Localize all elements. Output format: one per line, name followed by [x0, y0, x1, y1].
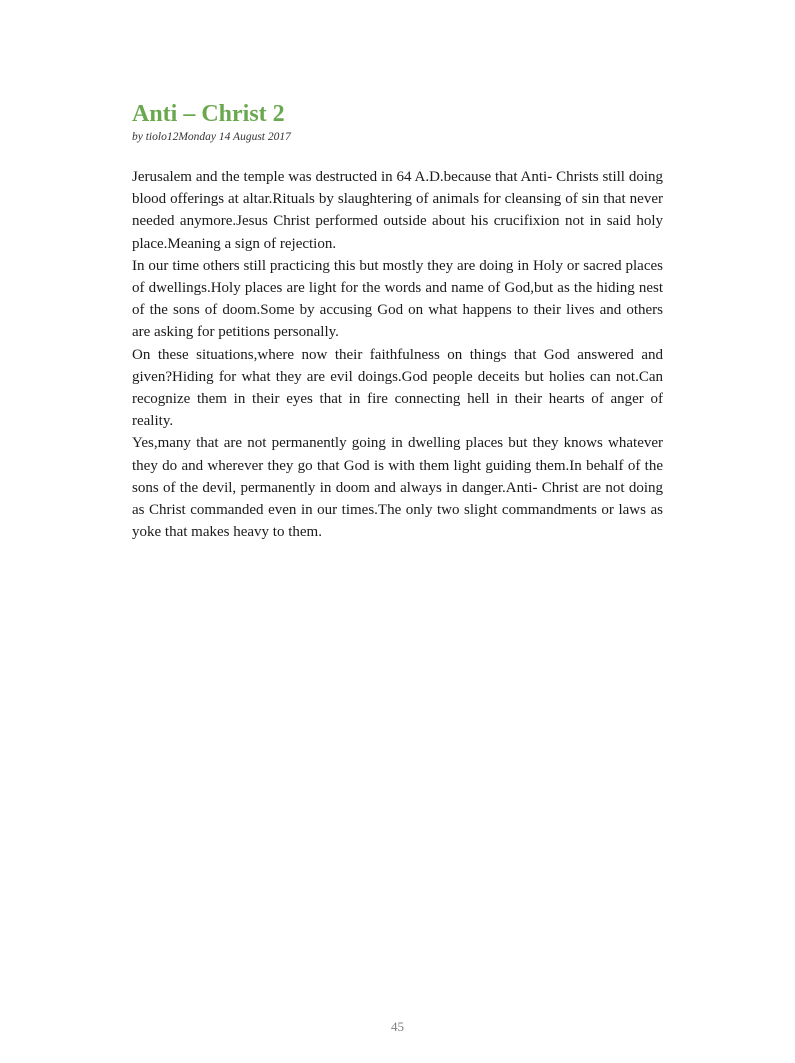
paragraph: Jerusalem and the temple was destructed in 64 A.D.because that Anti- Christs still doing blood offerings at altar.Rituals by slaughtering of animals for cleansing of sin that never needed anymore.Jesus Christ performed outside about his crucifixion not in said holy place.Meaning a sign of rejection. [132, 169, 663, 252]
paragraph: On these situations,where now their faithfulness on things that God answered and given?Hiding for what they are evil doings.God people deceits but holies can not.Can recognize them in their eyes that in fire connecting hell in their hearts of anger of reality. [132, 346, 663, 430]
byline: by tiolo12Monday 14 August 2017 [132, 131, 291, 143]
page-title: Anti – Christ 2 [132, 101, 285, 127]
page-number: 45 [391, 1019, 404, 1034]
paragraph: In our time others still practicing this but mostly they are doing in Holy or sacred places of dwellings.Holy places are light for the words and name of God,but as the hiding nest of the sons of doom.Some by accusing God on what happens to their lives and others are asking for petitions personally. [132, 257, 663, 341]
article-body [132, 166, 663, 543]
paragraph: Yes,many that are not permanently going in dwelling places but they knows whatever they do and wherever they go that God is with them light guiding them.In behalf of the sons of the devil, permanently in doom and always in danger.Anti- Christ are not doing as Christ commanded even in our times.The only two slight commandments or laws as yoke that makes heavy to them. [132, 435, 663, 541]
